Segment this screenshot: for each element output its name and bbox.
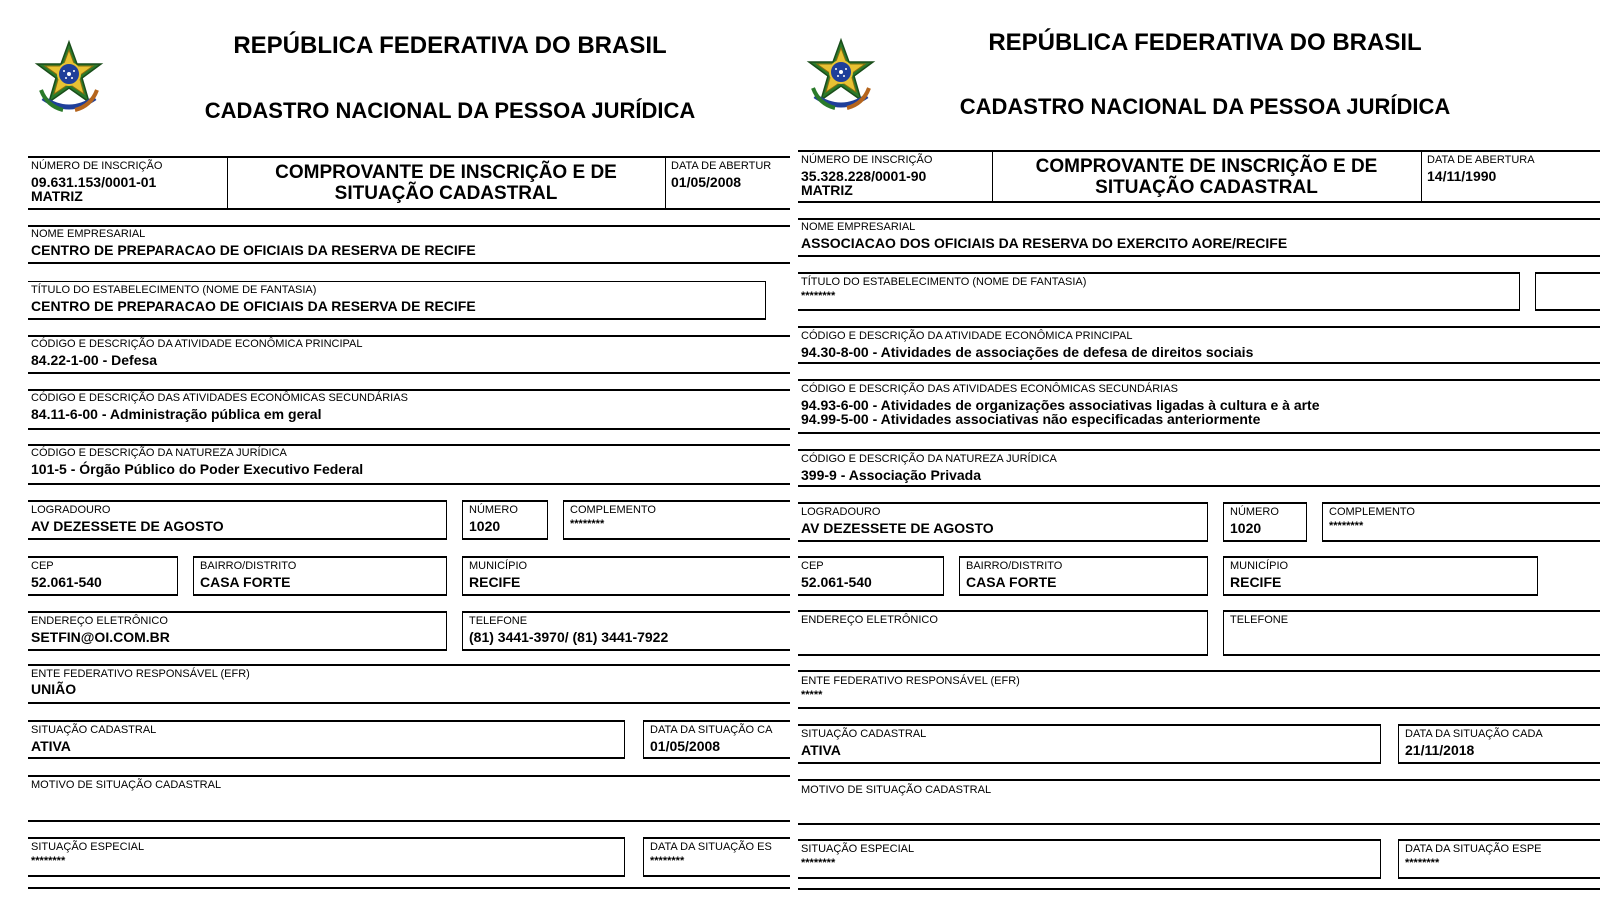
field-label: DATA DE ABERTUR	[671, 160, 772, 172]
situacao-cadastral-field	[798, 724, 1381, 764]
data-situacao-especial-value: ********	[650, 855, 685, 867]
nome-empresarial-value: CENTRO DE PREPARACAO DE OFICIAIS DA RESERVA DE RECIFE	[31, 242, 476, 258]
endereco-eletronico-field	[28, 611, 447, 651]
field-label: NÚMERO	[1230, 506, 1279, 518]
endereco-eletronico-value: SETFIN@OI.COM.BR	[31, 629, 170, 645]
field-label: NOME EMPRESARIAL	[31, 228, 146, 240]
numero-inscricao-value: 09.631.153/0001-01	[31, 174, 157, 190]
comprovante-title: COMPROVANTE DE INSCRIÇÃO E DE SITUAÇÃO CADASTRAL	[275, 162, 617, 204]
situacao-especial-field	[28, 837, 625, 877]
titulo-estabelecimento-field	[28, 281, 766, 320]
field-label: LOGRADOURO	[31, 504, 111, 516]
field-label: LOGRADOURO	[801, 506, 881, 518]
field-label: CEP	[31, 560, 54, 572]
field-label: BAIRRO/DISTRITO	[966, 560, 1063, 572]
cep-field	[798, 556, 944, 596]
field-label: ENDEREÇO ELETRÔNICO	[801, 614, 938, 626]
logradouro-value: AV DEZESSETE DE AGOSTO	[801, 520, 994, 536]
field-label: CEP	[801, 560, 824, 572]
data-situacao-cadastral-field	[1398, 724, 1600, 764]
atividade-principal-value: 94.30-8-00 - Atividades de associações de defesa de direitos sociais	[801, 344, 1254, 360]
titulo-estabelecimento-field	[798, 272, 1520, 311]
divider	[28, 887, 790, 889]
bairro-field	[959, 556, 1208, 596]
header-title: REPÚBLICA FEDERATIVA DO BRASIL	[233, 32, 667, 59]
divider	[798, 888, 1600, 890]
data-situacao-cadastral-value: 21/11/2018	[1405, 742, 1475, 758]
data-situacao-cadastral-field	[643, 720, 790, 759]
efr-field	[28, 665, 790, 704]
efr-field	[798, 670, 1600, 709]
data-situacao-cadastral-value: 01/05/2008	[650, 738, 721, 754]
field-label: CÓDIGO E DESCRIÇÃO DAS ATIVIDADES ECONÔMICAS SECUNDÁRIAS	[31, 392, 408, 404]
motivo-situacao-field	[798, 779, 1600, 825]
situacao-cadastral-value: ATIVA	[801, 742, 841, 758]
matriz-value: MATRIZ	[801, 182, 853, 198]
field-label: MOTIVO DE SITUAÇÃO CADASTRAL	[31, 779, 222, 791]
efr-value: *****	[801, 689, 823, 701]
atividades-secundarias-value: 84.11-6-00 - Administração pública em geral	[31, 406, 322, 422]
situacao-especial-value: ********	[31, 855, 66, 867]
atividade-principal-field	[28, 336, 790, 374]
situacao-especial-value: ********	[801, 857, 836, 869]
nome-empresarial-value: ASSOCIACAO DOS OFICIAIS DA RESERVA DO EXERCITO AORE/RECIFE	[801, 235, 1288, 251]
field-label: TÍTULO DO ESTABELECIMENTO (NOME DE FANTASIA)	[31, 284, 317, 296]
data-situacao-especial-field	[643, 837, 790, 877]
field-label: SITUAÇÃO ESPECIAL	[801, 843, 915, 855]
brazil-coat-of-arms-icon	[33, 40, 105, 118]
atividades-secundarias-field	[28, 390, 790, 430]
porte-field	[1535, 272, 1600, 311]
complemento-field	[1322, 502, 1600, 542]
field-label: DATA DE ABERTURA	[1427, 154, 1535, 166]
municipio-value: RECIFE	[1230, 574, 1282, 590]
field-label: BAIRRO/DISTRITO	[200, 560, 297, 572]
telefone-value: (81) 3441-3970/ (81) 3441-7922	[469, 629, 669, 645]
field-label: CÓDIGO E DESCRIÇÃO DA ATIVIDADE ECONÔMICA PRINCIPAL	[801, 330, 1133, 342]
data-abertura-field	[665, 156, 790, 210]
cep-value: 52.061-540	[31, 574, 102, 590]
municipio-field	[462, 556, 790, 596]
comprovante-title: COMPROVANTE DE INSCRIÇÃO E DE SITUAÇÃO CADASTRAL	[1035, 156, 1378, 198]
field-label: DATA DA SITUAÇÃO CA	[650, 724, 773, 736]
field-label: SITUAÇÃO ESPECIAL	[31, 841, 145, 853]
data-situacao-especial-value: ********	[1405, 857, 1440, 869]
numero-inscricao-value: 35.328.228/0001-90	[801, 168, 927, 184]
titulo-estabelecimento-value: CENTRO DE PREPARACAO DE OFICIAIS DA RESERVA DE RECIFE	[31, 298, 476, 314]
complemento-value: ********	[1329, 520, 1364, 532]
numero-value: 1020	[1230, 520, 1262, 536]
comprovante-title-box	[227, 156, 666, 210]
nome-empresarial-field	[28, 226, 790, 264]
field-label: ENTE FEDERATIVO RESPONSÁVEL (EFR)	[801, 675, 1020, 687]
field-label: TELEFONE	[1230, 614, 1289, 626]
field-label: DATA DA SITUAÇÃO ES	[650, 841, 772, 853]
telefone-field	[462, 611, 790, 651]
motivo-situacao-field	[28, 776, 790, 822]
field-label: MUNICÍPIO	[469, 560, 528, 572]
telefone-field	[1223, 610, 1600, 656]
header-subtitle: CADASTRO NACIONAL DA PESSOA JURÍDICA	[204, 98, 696, 123]
field-label: DATA DA SITUAÇÃO CADA	[1405, 728, 1543, 740]
field-label: CÓDIGO E DESCRIÇÃO DA NATUREZA JURÍDICA	[801, 453, 1057, 465]
logradouro-field	[798, 502, 1208, 542]
field-label: COMPLEMENTO	[570, 504, 656, 516]
field-label: CÓDIGO E DESCRIÇÃO DA ATIVIDADE ECONÔMICA PRINCIPAL	[31, 338, 363, 350]
cep-value: 52.061-540	[801, 574, 872, 590]
numero-field	[462, 500, 548, 540]
cep-field	[28, 556, 178, 596]
atividade-principal-value: 84.22-1-00 - Defesa	[31, 352, 158, 368]
endereco-eletronico-field	[798, 610, 1208, 656]
cnpj-certificate-left	[0, 0, 790, 920]
field-label: MUNICÍPIO	[1230, 560, 1289, 572]
titulo-estabelecimento-value: ********	[801, 290, 836, 302]
header-subtitle: CADASTRO NACIONAL DA PESSOA JURÍDICA	[959, 94, 1451, 119]
nome-empresarial-field	[798, 219, 1600, 257]
municipio-field	[1223, 556, 1538, 596]
field-label: NOME EMPRESARIAL	[801, 221, 916, 233]
field-label: NÚMERO DE INSCRIÇÃO	[31, 160, 163, 172]
field-label: COMPLEMENTO	[1329, 506, 1415, 518]
data-abertura-value: 14/11/1990	[1427, 168, 1497, 184]
natureza-juridica-field	[28, 445, 790, 485]
natureza-juridica-value: 101-5 - Órgão Público do Poder Executivo Federal	[31, 461, 364, 477]
brazil-coat-of-arms-icon	[805, 38, 877, 116]
complemento-field	[563, 500, 790, 540]
comprovante-title-box	[992, 150, 1422, 203]
field-label: CÓDIGO E DESCRIÇÃO DA NATUREZA JURÍDICA	[31, 447, 287, 459]
cnpj-certificate-right	[801, 0, 1600, 920]
situacao-cadastral-value: ATIVA	[31, 738, 71, 754]
field-label: TELEFONE	[469, 615, 528, 627]
data-abertura-field	[1421, 150, 1600, 203]
atividades-secundarias-value-2: 94.99-5-00 - Atividades associativas não especificadas anteriormente	[801, 411, 1261, 427]
field-label: DATA DA SITUAÇÃO ESPE	[1405, 843, 1542, 855]
numero-inscricao-field	[798, 150, 993, 203]
field-label: ENTE FEDERATIVO RESPONSÁVEL (EFR)	[31, 668, 250, 680]
field-label: ENDEREÇO ELETRÔNICO	[31, 615, 168, 627]
municipio-value: RECIFE	[469, 574, 521, 590]
logradouro-field	[28, 500, 447, 540]
efr-value: UNIÃO	[31, 681, 77, 697]
numero-field	[1223, 502, 1307, 542]
matriz-value: MATRIZ	[31, 188, 83, 204]
numero-value: 1020	[469, 518, 501, 534]
natureza-juridica-value: 399-9 - Associação Privada	[801, 467, 982, 483]
complemento-value: ********	[570, 518, 605, 530]
field-label: SITUAÇÃO CADASTRAL	[31, 724, 157, 736]
field-label: SITUAÇÃO CADASTRAL	[801, 728, 927, 740]
header-title: REPÚBLICA FEDERATIVA DO BRASIL	[988, 29, 1422, 56]
atividades-secundarias-value: 94.93-6-00 - Atividades de organizações associativas ligadas à cultura e à arte	[801, 397, 1320, 413]
field-label: TÍTULO DO ESTABELECIMENTO (NOME DE FANTASIA)	[801, 276, 1087, 288]
data-situacao-especial-field	[1398, 839, 1600, 879]
bairro-field	[193, 556, 447, 596]
field-label: NÚMERO DE INSCRIÇÃO	[801, 154, 933, 166]
bairro-value: CASA FORTE	[966, 574, 1057, 590]
field-label: CÓDIGO E DESCRIÇÃO DAS ATIVIDADES ECONÔMICAS SECUNDÁRIAS	[801, 383, 1178, 395]
natureza-juridica-field	[798, 449, 1600, 487]
situacao-especial-field	[798, 839, 1381, 879]
field-label: MOTIVO DE SITUAÇÃO CADASTRAL	[801, 784, 992, 796]
numero-inscricao-field	[28, 156, 228, 210]
bairro-value: CASA FORTE	[200, 574, 291, 590]
field-label: NÚMERO	[469, 504, 518, 516]
atividades-secundarias-field	[798, 379, 1600, 434]
situacao-cadastral-field	[28, 720, 625, 759]
logradouro-value: AV DEZESSETE DE AGOSTO	[31, 518, 224, 534]
atividade-principal-field	[798, 326, 1600, 364]
data-abertura-value: 01/05/2008	[671, 174, 742, 190]
